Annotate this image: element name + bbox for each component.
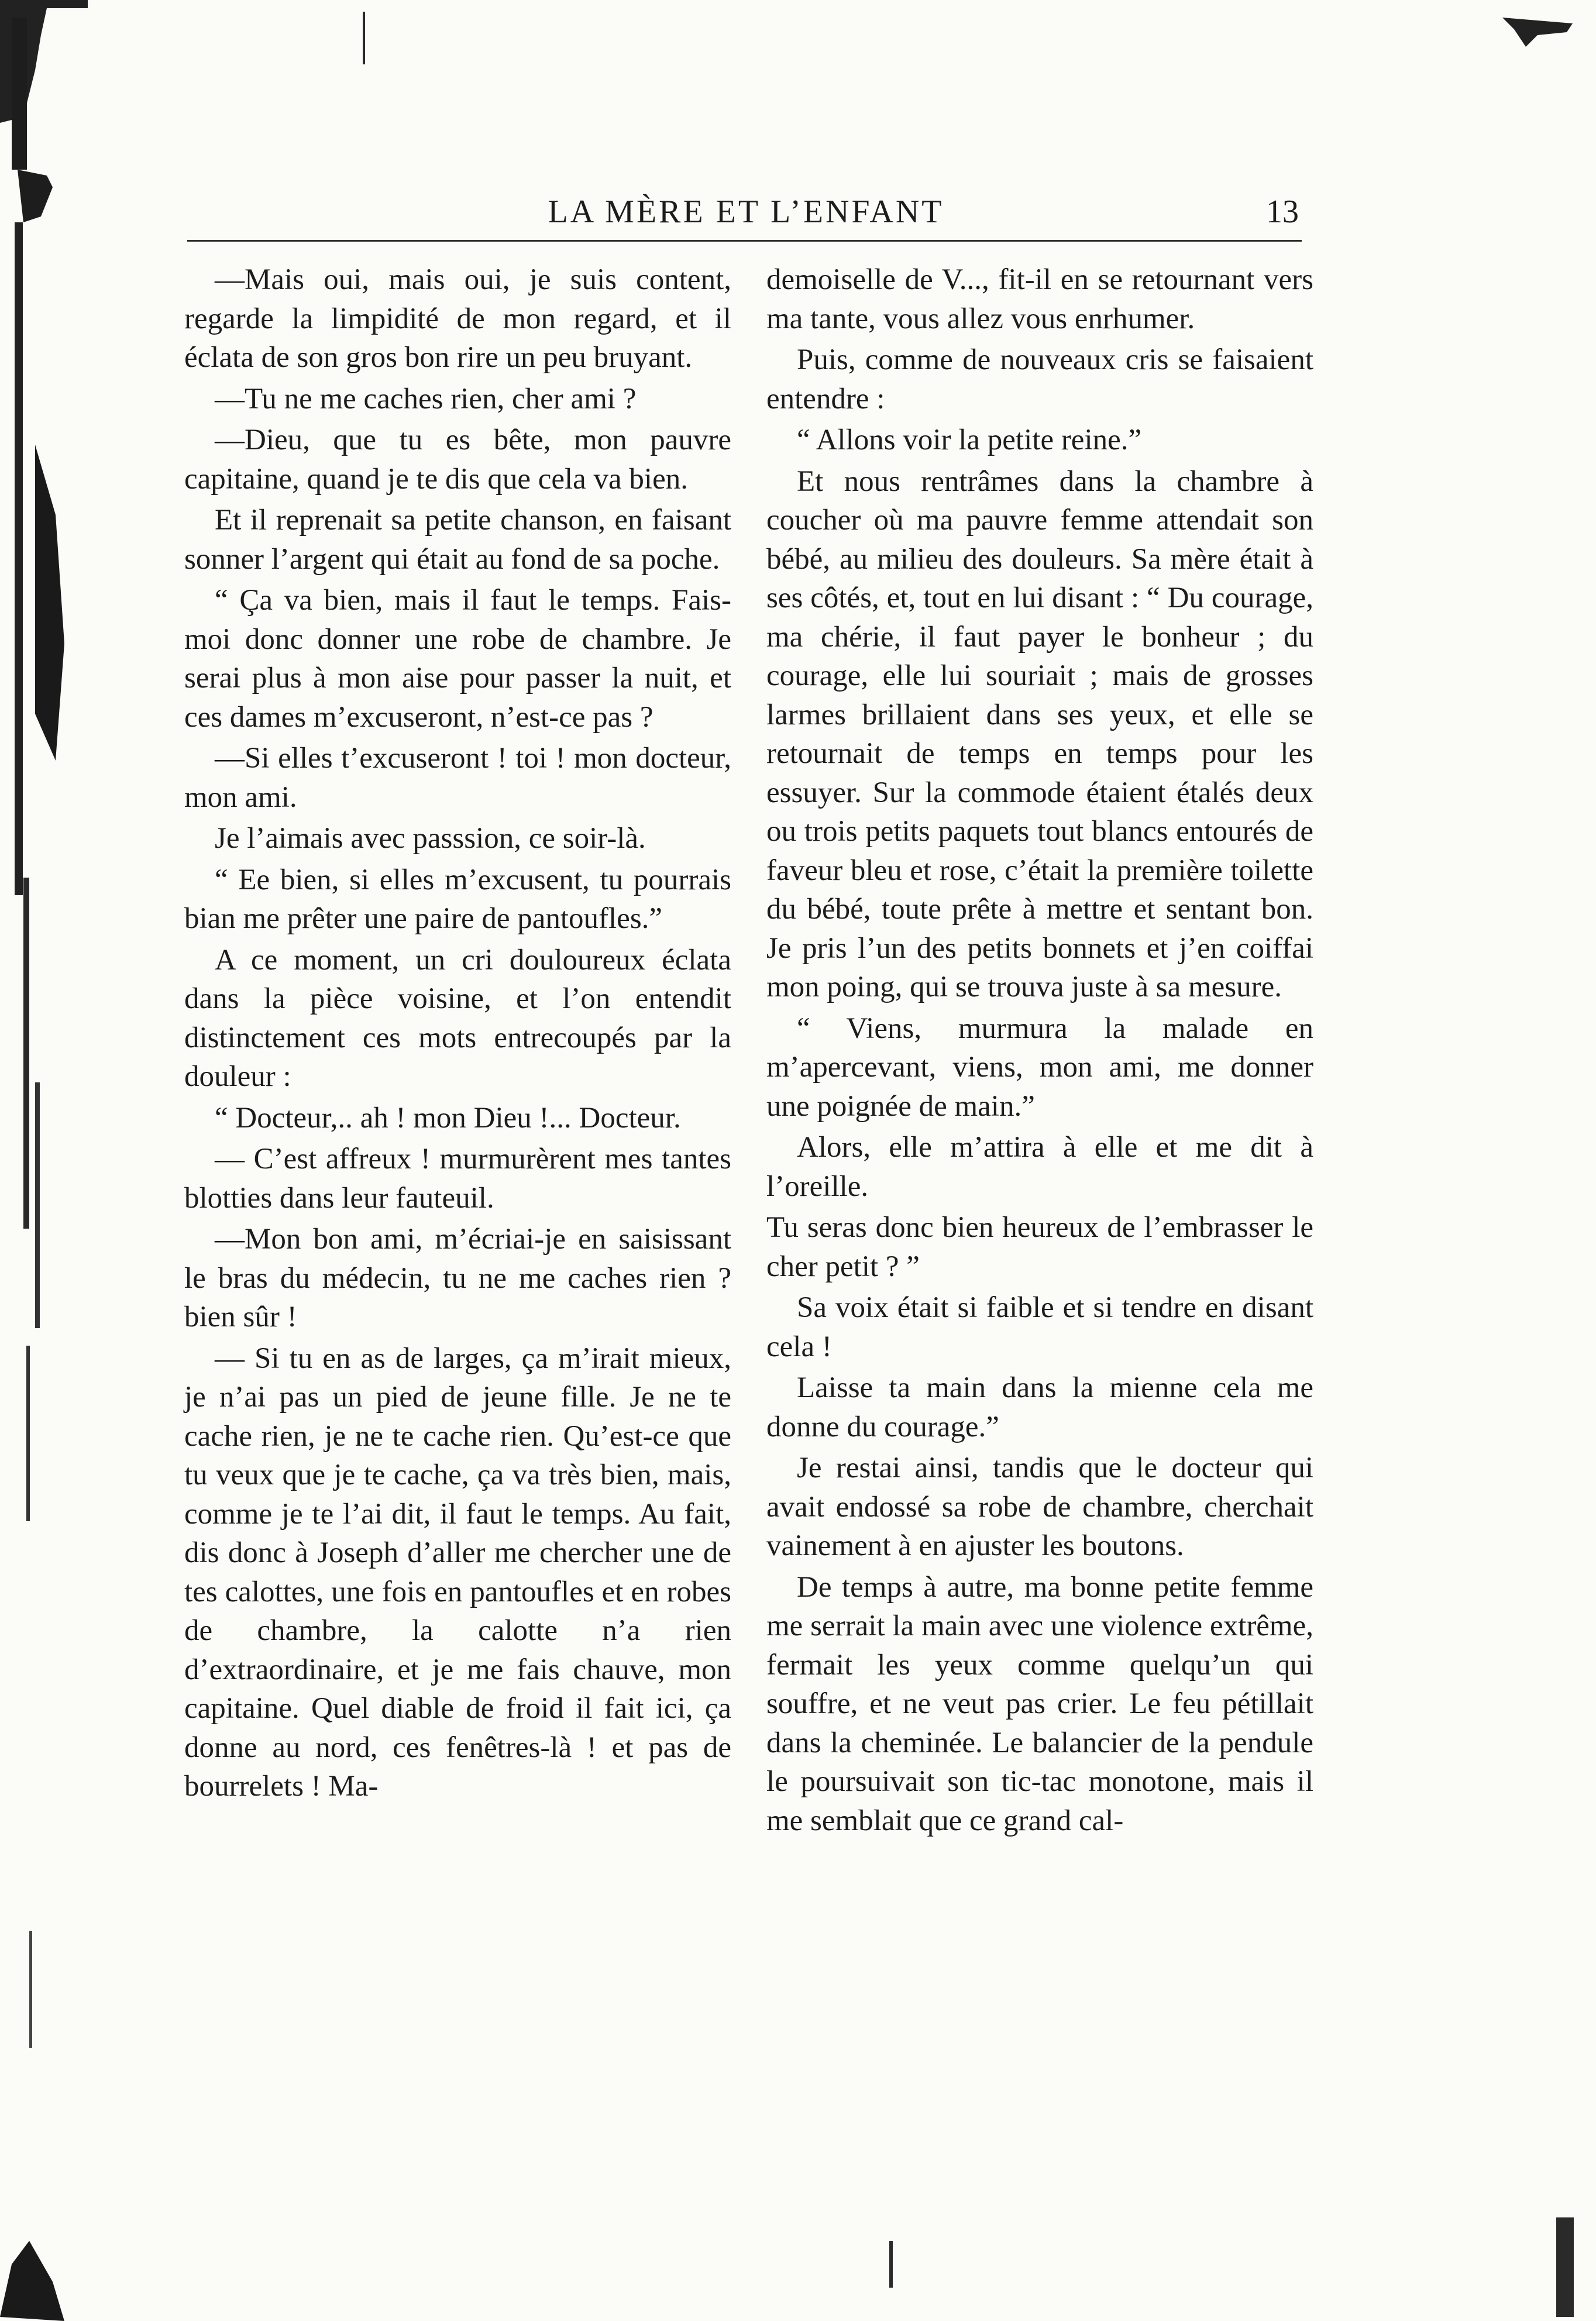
paragraph: “ Ee bien, si elles m’excusent, tu pourrais bian me prêter une paire de pantoufles.”: [184, 863, 731, 935]
paragraph: Puis, comme de nouveaux cris se faisaient entendre :: [766, 343, 1313, 415]
scan-speck: [889, 2241, 893, 2288]
paragraph: Alors, elle m’attira à elle et me dit à l’oreille.: [766, 1131, 1313, 1203]
header-rule: [187, 240, 1302, 242]
scan-edge-artifact: [0, 0, 88, 2321]
right-column: [766, 260, 1313, 1842]
paragraph: —Dieu, que tu es bête, mon pauvre capitaine, quand je te dis que cela va bien.: [184, 424, 731, 496]
paragraph: “ Viens, murmura la malade en m’apercevant, viens, mon ami, me donner une poignée de main.”: [766, 1012, 1313, 1123]
paragraph: — Si tu en as de larges, ça m’irait mieux, je n’ai pas un pied de jeune fille. Je ne te cache rien, je ne te cache rien. Qu’est-ce que tu veux que je te cache, ça va très bien, mais, comme je te l’ai dit, il faut le temps. Au fait, dis donc à Joseph d’aller me chercher une de tes calottes, une fois en pantoufles et en robes de chambre, la calotte n’a rien d’extraordinaire, et je me fais chauve, mon capitaine. Quel diable de froid il fait ici, ça donne au nord, ces fenêtres-là ! et pas de bourrelets ! Ma-: [184, 1342, 731, 1803]
left-column: [184, 260, 731, 1808]
scan-speck: [363, 12, 365, 64]
scan-speck: [1556, 2217, 1574, 2317]
paragraph: Je l’aimais avec passsion, ce soir-là.: [215, 822, 646, 855]
paragraph: Tu seras donc bien heureux de l’embrasser le cher petit ? ”: [766, 1211, 1313, 1283]
paragraph: “ Allons voir la petite reine.”: [797, 424, 1142, 456]
paragraph: —Tu ne me caches rien, cher ami ?: [215, 382, 637, 415]
paragraph: —Mon bon ami, m’écriai-je en saisissant le bras du médecin, tu ne me caches rien ? bien sûr !: [184, 1223, 731, 1333]
paragraph: —Si elles t’excuseront ! toi ! mon docteur, mon ami.: [184, 742, 731, 814]
paragraph: —Mais oui, mais oui, je suis content, regarde la limpidité de mon regard, et il éclata de son gros bon rire un peu bruyant.: [184, 263, 731, 374]
paragraph: A ce moment, un cri douloureux éclata dans la pièce voisine, et l’on entendit distinctement ces mots entrecoupés par la douleur :: [184, 943, 731, 1093]
paragraph: Je restai ainsi, tandis que le docteur qui avait endossé sa robe de chambre, cherchait vainement à en ajuster les boutons.: [766, 1452, 1313, 1562]
paragraph: De temps à autre, ma bonne petite femme me serrait la main avec une violence extrême, fermait les yeux comme quelqu’un qui souffre, et ne veut pas crier. Le feu pétillait dans la cheminée. Le balancier de la pendule le poursuivait son tic-tac monotone, mais il me semblait que ce grand cal-: [766, 1570, 1313, 1837]
paragraph: demoiselle de V..., fit-il en se retournant vers ma tante, vous allez vous enrhumer.: [766, 263, 1313, 335]
paragraph: “ Docteur,.. ah ! mon Dieu !... Docteur.: [215, 1101, 681, 1134]
paragraph: Et nous rentrâmes dans la chambre à coucher où ma pauvre femme attendait son bébé, au milieu des douleurs. Sa mère était à ses côtés, et, tout en lui disant : “ Du courage, ma chérie, il faut payer le bonheur ; du courage, elle lui souriait ; mais de grosses larmes brillaient dans ses yeux, et elle se retournait de temps en temps pour les essuyer. Sur la commode étaient étalés deux ou trois petits paquets tout blancs entourés de faveur bleu et rose, c’était la première toilette du bébé, toute prête à mettre et sentant bon. Je pris l’un des petits bonnets et j’en coiffai mon poing, qui se trouva juste à sa mesure.: [766, 465, 1313, 1003]
paragraph: Laisse ta main dans la mienne cela me donne du courage.”: [766, 1371, 1313, 1443]
scan-corner-artifact: [1479, 6, 1578, 53]
paragraph: — C’est affreux ! murmurèrent mes tantes blotties dans leur fauteuil.: [184, 1143, 731, 1215]
page-number: 13: [1266, 194, 1299, 230]
paragraph: Et il reprenait sa petite chanson, en faisant sonner l’argent qui était au fond de sa poche.: [184, 504, 731, 576]
paragraph: Sa voix était si faible et si tendre en disant cela !: [766, 1291, 1313, 1363]
running-head: LA MÈRE ET L’ENFANT: [548, 194, 944, 230]
page-header: [193, 193, 1299, 240]
paragraph: “ Ça va bien, mais il faut le temps. Fais-moi donc donner une robe de chambre. Je serai plus à mon aise pour passer la nuit, et ces dames m’excuseront, n’est-ce pas ?: [184, 584, 731, 734]
